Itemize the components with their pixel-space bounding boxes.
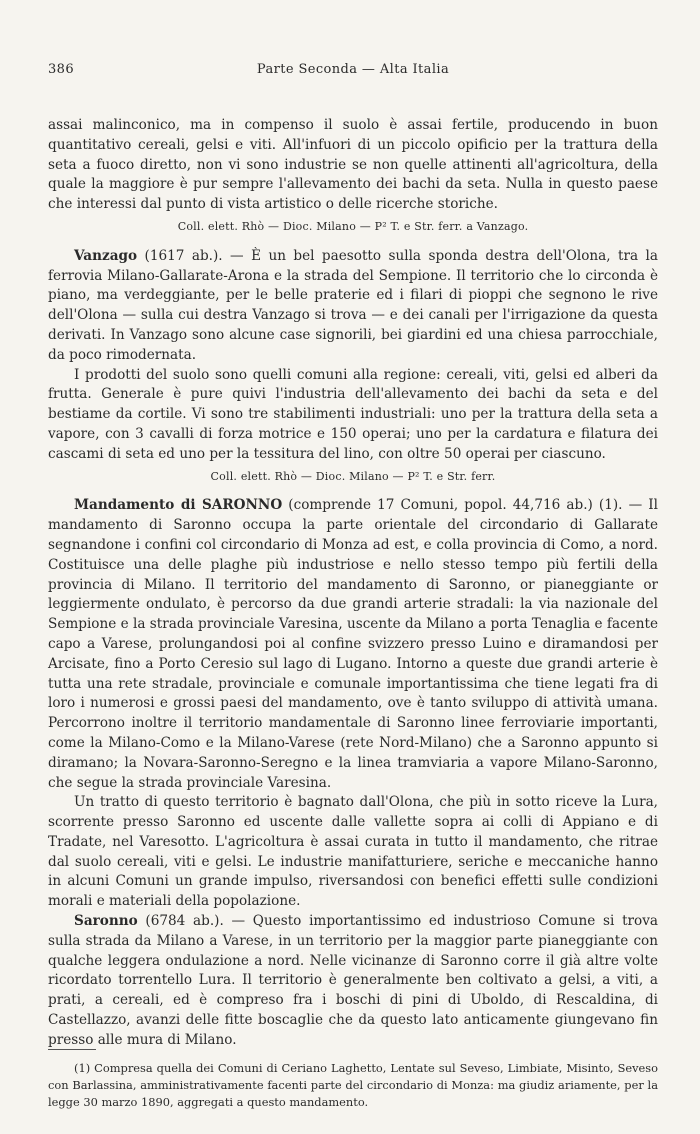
entry-text-mandamento: (comprende 17 Comuni, popol. 44,716 ab.) (1). — Il mandamento di Saronno occupa la parte orientale del circondario di Gallarate segnandone i confini col circondario di Monza ad est, e colla provincia di Como, a nord. Costituisce una delle plaghe più industriose e nello stesso tempo più fertili della provincia di Milano. Il territorio del mandamento di Saronno, or pianeggiante or leggiermente ondulato, è percorso da due grandi arterie stradali: la via nazionale del Sempione e la strada provinciale Varesina, uscente da Milano a porta Tenaglia e facente capo a Varese, prolungandosi poi al confine svizzero presso Luino e diramandosi per Arcisate, fino a Porto Ceresio sul lago di Lugano. Intorno a queste due grandi arterie è tutta una rete stradale, provinciale e comunale importantissima che tiene legati fra di loro i numerosi e grossi paesi del mandamento, ove è tanto sviluppo di attività umana. Percorrono inoltre il territorio mandamentale di Saronno linee ferroviarie importanti, come la Milano-Como e la Milano-Varese (rete Nord-Milano) che a Saronno appunto si diramano; la Novara-Saronno-Seregno e la linea tramviaria a vapore Milano-Saronno, che segue la strada provinciale Varesina.: [48, 497, 658, 791]
paragraph-vanzago-products: I prodotti del suolo sono quelli comuni alla regione: cereali, viti, gelsi ed alberi da frutta. Generale è pure quivi l'industria dell'allevamento dei bachi da seta e del bestiame da cortile. Vi sono tre stabilimenti industriali: uno per la trattura della seta a vapore, con 3 cavalli di forza motrice e 150 operai; uno per la cardatura e filatura dei cascami di seta ed uno per la tessitura del lino, con oltre 50 operai per ciascuno.: [48, 366, 658, 462]
paragraph-saronno: [48, 912, 658, 1051]
page-number: 386: [48, 62, 75, 77]
entry-title-saronno: Saronno: [74, 913, 138, 930]
paragraph-vanzago: [48, 247, 658, 366]
electoral-note: Coll. elett. Rhò — Dioc. Milano — P² T. e Str. ferr. a Vanzago.: [177, 219, 529, 233]
entry-text-saronno: (6784 ab.). — Questo importantissimo ed industrioso Comune si trova sulla strada da Milano a Varese, in un territorio per la maggior parte pianeggiante con qualche leggera ondulazione a nord. Nelle vicinanze di Saronno corre il già altre volte ricordato torrentello Lura. Il territorio è generalmente ben coltivato a gelsi, a viti, a prati, a cereali, ed è compreso fra i boschi di pini di Uboldo, di Rescaldina, di Castellazzo, avanzi delle fitte boscaglie che da questo lato anticamente giungevano fin presso alle mura di Milano.: [48, 913, 658, 1048]
running-title: Parte Seconda — Alta Italia: [256, 62, 450, 77]
page-body: [48, 116, 658, 1051]
paragraph-olona-territory: Un tratto di questo territorio è bagnato dall'Olona, che più in sotto riceve la Lura, scorrente presso Saronno ed uscente dalle vallette sopra ai colli di Appiano e di Tradate, nel Varesotto. L'agricoltura è assai curata in tutto il mandamento, che ritrae dal suolo cereali, viti e gelsi. Le industrie manifatturiere, seriche e meccaniche hanno in alcuni Comuni un grande impulso, riversandosi con benefici effetti sulle condizioni morali e materiali della popolazione.: [48, 794, 658, 910]
entry-title-mandamento: Mandamento di SARONNO: [74, 497, 283, 514]
footnote: [48, 1060, 658, 1111]
paragraph-continuation: assai malinconico, ma in compenso il suolo è assai fertile, producendo in buon quantitativo cereali, gelsi e viti. All'infuori di un piccolo opificio per la trattura della seta a fuoco diretto, non vi sono industrie se non quelle attinenti all'agricoltura, della quale la maggiore è pur sempre l'allevamento dei bachi da seta. Nulla in questo paese che interessi dal punto di vista artistico o delle ricerche storiche.: [48, 117, 658, 213]
entry-title-vanzago: Vanzago: [74, 247, 138, 264]
entry-text-vanzago: (1617 ab.). — È un bel paesotto sulla sponda destra dell'Olona, tra la ferrovia Milano-Gallarate-Arona e la strada del Sempione. Il territorio che lo circonda è piano, ma verdeggiante, per le belle praterie ed i filari di pioppi che segnono le rive dell'Olona — sulla cui destra Vanzago si trova — e dei canali per l'irrigazione da questa derivati. In Vanzago sono alcune case signorili, bei giardini ed una chiesa parrocchiale, da poco rimodernata.: [48, 247, 658, 363]
footnote-text: (1) Compresa quella dei Comuni di Ceriano Laghetto, Lentate sul Seveso, Limbiate, Misinto, Seveso con Barlassina, amministrativamente facenti parte del circondario di Monza: ma giudiz ariamente, per la legge 30 marzo 1890, aggregati a questo mandamento.: [48, 1061, 658, 1109]
paragraph-mandamento-saronno: [48, 496, 658, 793]
footnote-divider: [48, 1049, 96, 1050]
page-header: [48, 62, 658, 80]
electoral-note: Coll. elett. Rhò — Dioc. Milano — P² T. e Str. ferr.: [210, 469, 496, 483]
